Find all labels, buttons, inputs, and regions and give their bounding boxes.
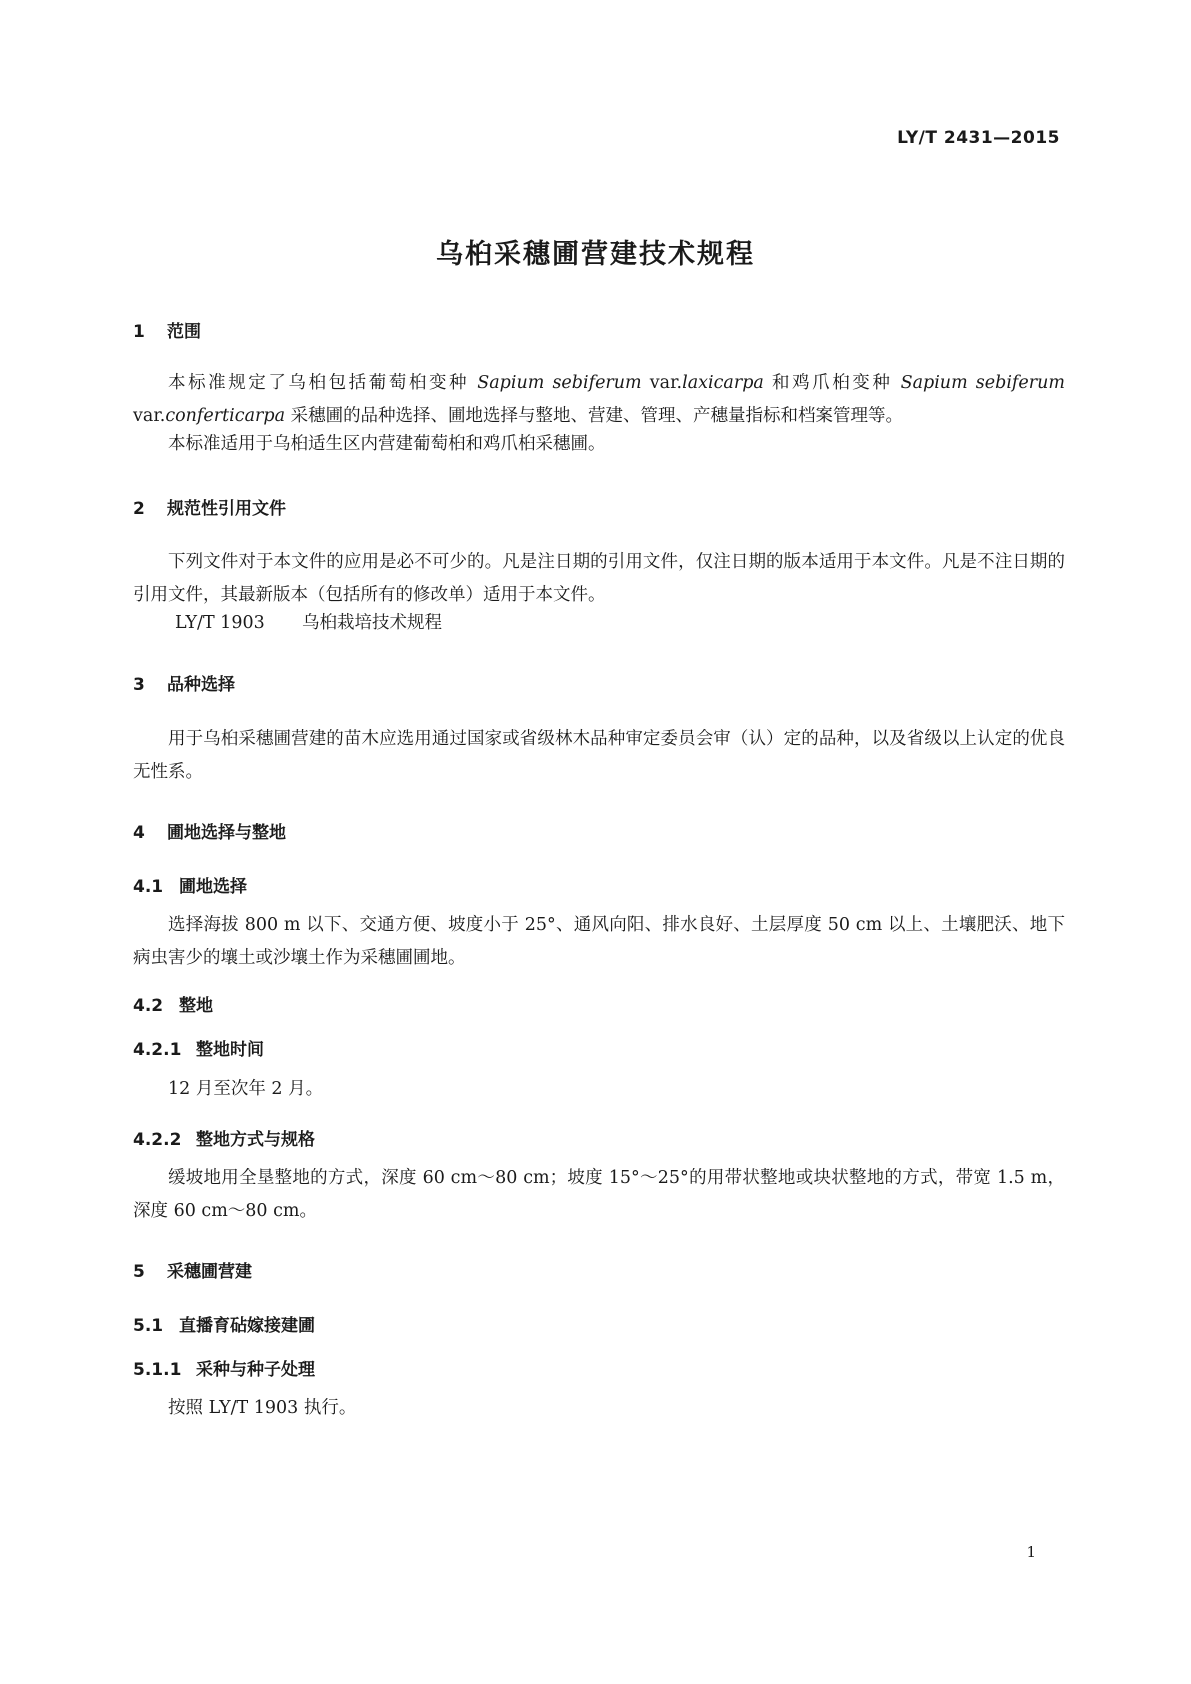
section-heading-3: [133, 670, 235, 695]
section-heading-1: [133, 317, 201, 342]
page-number: 1: [1026, 1543, 1036, 1561]
section-title: 采种与种子处理: [196, 1360, 315, 1380]
section-title: 圃地选择与整地: [167, 823, 286, 843]
subsection-heading-4-2-1: [133, 1035, 264, 1060]
text-run: 本标准规定了乌桕包括葡萄桕变种: [168, 373, 478, 393]
latin-name: Sapium sebiferum: [477, 373, 642, 393]
seed-handling-paragraph: 按照 LY/T 1903 执行。: [168, 1398, 357, 1418]
section-heading-4: [133, 818, 286, 843]
site-selection-paragraph: 选择海拔 800 m 以下、交通方便、坡度小于 25°、通风向阳、排水良好、土层厚度 50 cm 以上、土壤肥沃、地下病虫害少的壤土或沙壤土作为采穗圃圃地。: [133, 915, 1065, 968]
section-number: 5: [133, 1262, 145, 1282]
section-title: 采穗圃营建: [167, 1262, 252, 1282]
section-number: 5.1.1: [133, 1360, 182, 1380]
text-run: 采穗圃的品种选择、圃地选择与整地、营建、管理、产穗量指标和档案管理等。: [285, 406, 904, 426]
section-title: 范围: [167, 322, 201, 342]
subsection-heading-4-2-2: [133, 1125, 315, 1150]
section-title: 规范性引用文件: [167, 499, 286, 519]
scope-paragraph-2: 本标准适用于乌桕适生区内营建葡萄桕和鸡爪桕采穗圃。: [168, 434, 606, 454]
section-number: 4.2: [133, 996, 164, 1016]
text-run: 和鸡爪桕变种: [763, 373, 901, 393]
section-number: 1: [133, 322, 145, 342]
section-number: 2: [133, 499, 145, 519]
text-run: var.: [641, 373, 683, 393]
subsection-heading-5-1: [133, 1311, 315, 1336]
references-paragraph: 下列文件对于本文件的应用是必不可少的。凡是注日期的引用文件，仅注日期的版本适用于本文件。凡是不注日期的引用文件，其最新版本（包括所有的修改单）适用于本文件。: [133, 552, 1065, 605]
section-title: 整地: [179, 996, 213, 1016]
reference-title: 乌桕栽培技术规程: [302, 613, 442, 633]
section-number: 4.1: [133, 877, 164, 897]
section-number: 4.2.1: [133, 1040, 182, 1060]
section-title: 直播育砧嫁接建圃: [179, 1316, 315, 1336]
section-title: 品种选择: [167, 675, 235, 695]
preparation-method-paragraph: 缓坡地用全垦整地的方式，深度 60 cm～80 cm；坡度 15°～25°的用带状整地或块状整地的方式，带宽 1.5 m，深度 60 cm～80 cm。: [133, 1168, 1065, 1221]
section-heading-2: [133, 494, 286, 519]
section-number: 4: [133, 823, 145, 843]
section-title: 整地时间: [196, 1040, 264, 1060]
latin-name: Sapium sebiferum: [900, 373, 1066, 393]
standard-code: LY/T 2431—2015: [897, 128, 1060, 148]
document-title: 乌桕采穗圃营建技术规程: [436, 239, 755, 270]
scope-paragraph-1: [133, 367, 1065, 433]
subsection-heading-5-1-1: [133, 1355, 315, 1380]
latin-name: conferticarpa: [165, 406, 285, 426]
reference-code: LY/T 1903: [175, 613, 265, 633]
section-number: 5.1: [133, 1316, 164, 1336]
section-title: 圃地选择: [179, 877, 247, 897]
preparation-time-paragraph: 12 月至次年 2 月。: [168, 1079, 324, 1099]
section-title: 整地方式与规格: [196, 1130, 315, 1150]
subsection-heading-4-2: [133, 991, 213, 1016]
variety-paragraph: 用于乌桕采穗圃营建的苗木应选用通过国家或省级林木品种审定委员会审（认）定的品种，以及省级以上认定的优良无性系。: [133, 729, 1065, 782]
subsection-heading-4-1: [133, 872, 247, 897]
section-heading-5: [133, 1257, 252, 1282]
section-number: 4.2.2: [133, 1130, 182, 1150]
reference-entry: [175, 609, 442, 634]
text-run: var.: [133, 406, 166, 426]
latin-name: laxicarpa: [682, 373, 764, 393]
section-number: 3: [133, 675, 145, 695]
